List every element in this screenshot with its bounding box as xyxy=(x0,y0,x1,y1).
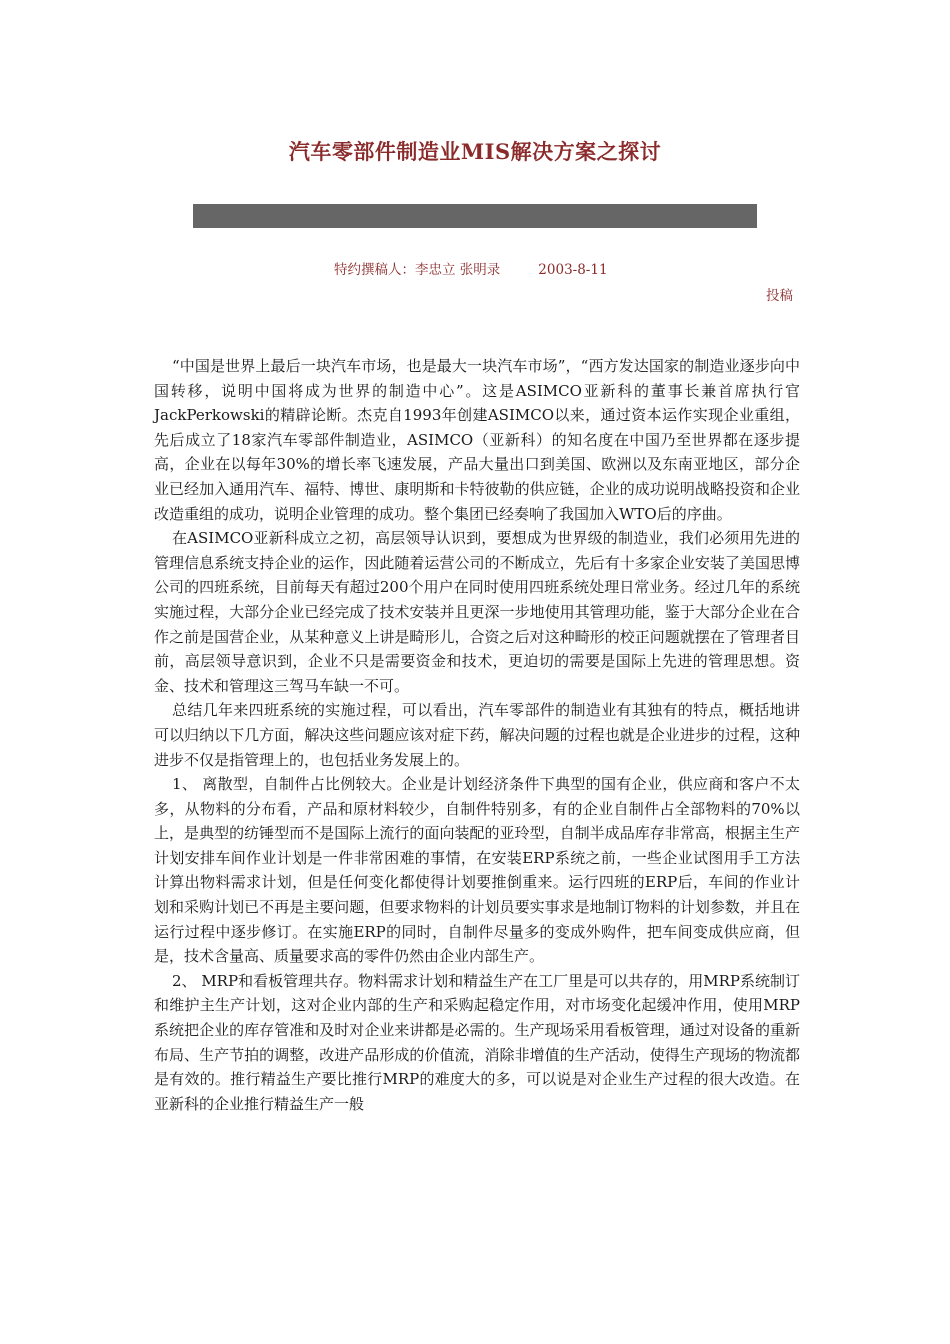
paragraph-point-1: 1、 离散型，自制件占比例较大。企业是计划经济条件下典型的国有企业，供应商和客户不太多，从物料的分布看，产品和原材料较少，自制件特别多，有的企业自制件占全部物料的70%以上，是典型的纺锤型而不是国际上流行的面向装配的亚玲型，自制半成品库存非常高，根据主生产计划安排车间作业计划是一件非常困难的事情，在安装ERP系统之前，一些企业试图用手工方法计算出物料需求计划，但是任何变化都使得计划要推倒重来。运行四班的ERP后，车间的作业计划和采购计划已不再是主要问题，但要求物料的计划员要实事求是地制订物料的计划参数，并且在运行过程中逐步修订。在实施ERP的同时，自制件尽量多的变成外购件，把车间变成供应商，但是，技术含量高、质量要求高的零件仍然由企业内部生产。 xyxy=(154,775,800,966)
paragraph-summary: 总结几年来四班系统的实施过程，可以看出，汽车零部件的制造业有其独有的特点，概括地讲可以归纳以下几方面，解决这些问题应该对症下药，解决问题的过程也就是企业进步的过程，这种进步不仅是指管理上的，也包括业务发展上的。 xyxy=(154,701,800,769)
byline-authors: 特约撰稿人：李忠立 张明录 xyxy=(334,262,501,278)
paragraph-point-2: 2、 MRP和看板管理共存。物料需求计划和精益生产在工厂里是可以共存的，用MRP系统制订和维护主生产计划，这对企业内部的生产和采购起稳定作用，对市场变化起缓冲作用，使用MRP系统把企业的库存管准和及时对企业来讲都是必需的。生产现场采用看板管理，通过对设备的重新布局、生产节拍的调整，改进产品形成的价值流，消除非增值的生产活动，使得生产现场的物流都是有效的。推行精益生产要比推行MRP的难度大的多，可以说是对企业生产过程的很大改造。在亚新科的企业推行精益生产一般 xyxy=(154,971,800,1113)
paragraph-background: 在ASIMCO亚新科成立之初，高层领导认识到，要想成为世界级的制造业，我们必须用先进的管理信息系统支持企业的运作，因此随着运营公司的不断成立，先后有十多家企业安装了美国思博公司的四班系统，目前每天有超过200个用户在同时使用四班系统处理日常业务。经过几年的系统实施过程，大部分企业已经完成了技术安装并且更深一步地使用其管理功能，鉴于大部分企业在合作之前是国营企业，从某种意义上讲是畸形儿，合资之后对这种畸形的校正问题就摆在了管理者目前，高层领导意识到，企业不只是需要资金和技术，更迫切的需要是国际上先进的管理思想。资金、技术和管理这三驾马车缺一不可。 xyxy=(154,529,800,695)
byline xyxy=(334,258,608,278)
document-title: 汽车零部件制造业MIS解决方案之探讨 xyxy=(288,139,662,164)
title-divider-bar xyxy=(193,204,757,228)
contribution-label: 投稿 xyxy=(766,288,793,304)
article-body xyxy=(154,354,800,1116)
byline-date: 2003-8-11 xyxy=(538,262,608,278)
paragraph-intro: “中国是世界上最后一块汽车市场，也是最大一块汽车市场”，“西方发达国家的制造业逐步向中国转移，说明中国将成为世界的制造中心”。这是ASIMCO亚新科的董事长兼首席执行官JackPerkowski的精辟论断。杰克自1993年创建ASIMCO以来，通过资本运作实现企业重组，先后成立了18家汽车零部件制造业，ASIMCO（亚新科）的知名度在中国乃至世界都在逐步提高，企业在以每年30%的增长率飞速发展，产品大量出口到美国、欧洲以及东南亚地区，部分企业已经加入通用汽车、福特、博世、康明斯和卡特彼勒的供应链，企业的成功说明战略投资和企业改造重组的成功，说明企业管理的成功。整个集团已经奏响了我国加入WTO后的序曲。 xyxy=(154,357,800,523)
